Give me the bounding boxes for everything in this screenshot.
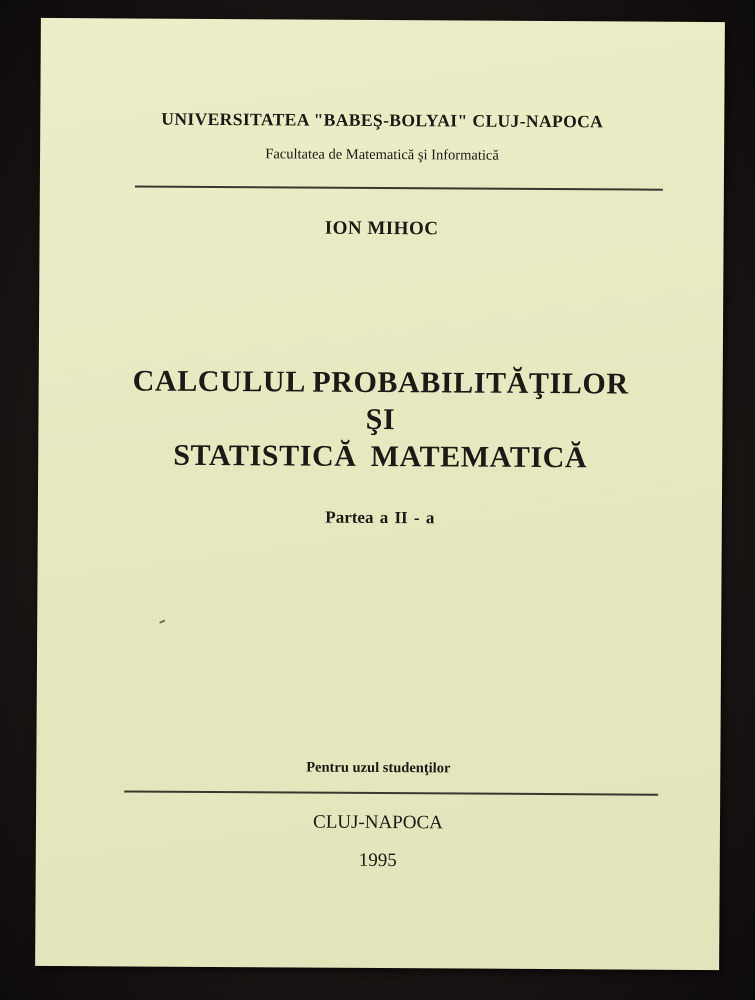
faculty-name: Facultatea de Matematică şi Informatică bbox=[265, 146, 499, 164]
book-title-line-2: ŞI bbox=[365, 402, 396, 437]
book-title-line-3: STATISTICĂ MATEMATICĂ bbox=[173, 438, 588, 475]
book-cover bbox=[35, 18, 725, 970]
publication-city: CLUJ-NAPOCA bbox=[312, 811, 443, 834]
book-title-line-1: CALCULUL PROBABILITĂŢILOR bbox=[132, 364, 629, 401]
paper-mark bbox=[159, 620, 165, 624]
publication-year: 1995 bbox=[358, 849, 397, 872]
university-name: UNIVERSITATEA "BABEŞ-BOLYAI" CLUJ-NAPOCA bbox=[161, 108, 604, 132]
usage-note: Pentru uzul studenţilor bbox=[306, 759, 451, 777]
top-divider bbox=[135, 185, 663, 190]
bottom-divider bbox=[124, 790, 658, 795]
volume-part: Partea a II - a bbox=[325, 507, 435, 528]
author-name: ION MIHOC bbox=[324, 217, 439, 240]
